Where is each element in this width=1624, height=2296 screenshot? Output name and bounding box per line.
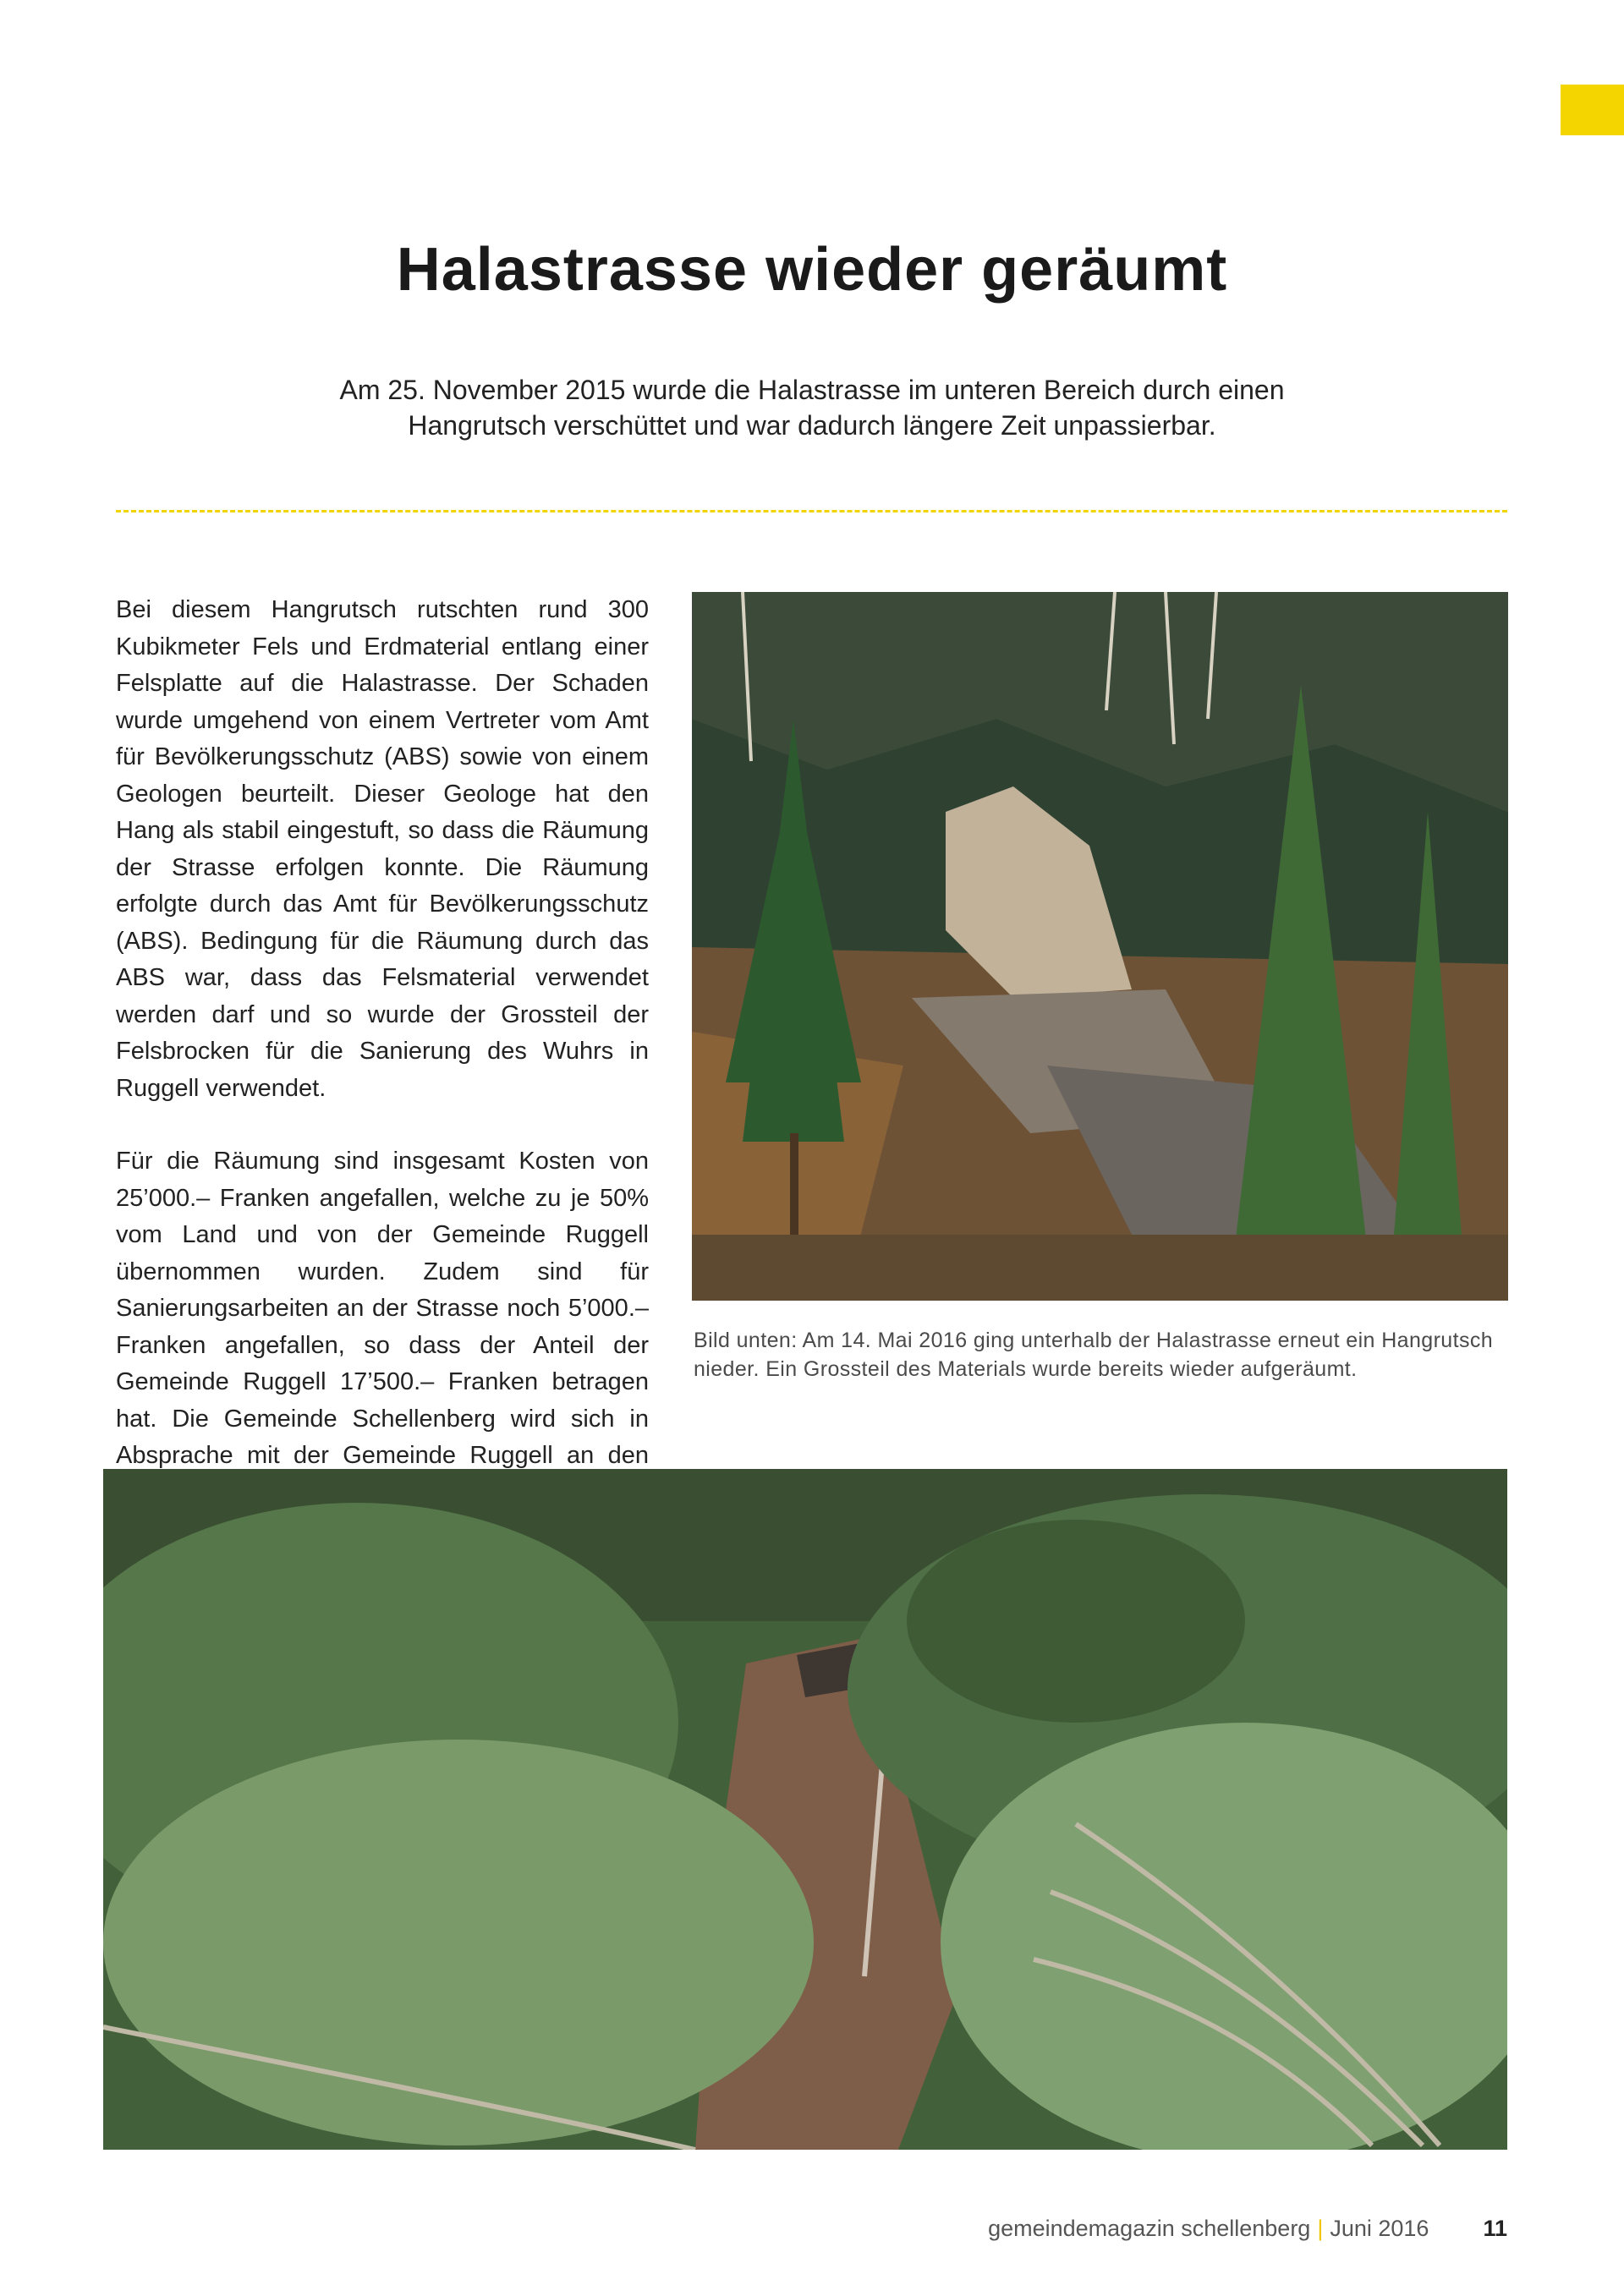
- lead-line-1: Am 25. November 2015 wurde die Halastrasse im unteren Bereich durch einen: [339, 375, 1285, 405]
- article-title: Halastrasse wieder geräumt: [396, 236, 1228, 304]
- article-body: [116, 592, 649, 1511]
- lead-line-2: Hangrutsch verschüttet und war dadurch längere Zeit unpassierbar.: [408, 410, 1216, 441]
- body-paragraph-1: Bei diesem Hangrutsch rutschten rund 300 Kubikmeter Fels und Erdmaterial entlang einer Felsplatte auf die Halastrasse. Der Schaden wurde umgehend von einem Vertreter vom Amt für Bevölkerungsschutz (ABS) sowie von einem Geologen beurteilt. Dieser Geologe hat den Hang als stabil eingestuft, so dass die Räumung der Strasse erfolgen konnte. Die Räumung erfolgte durch das Amt für Bevölkerungsschutz (ABS). Bedingung für die Räumung durch das ABS war, dass das Felsmaterial verwendet werden darf und so wurde der Grossteil der Felsbrocken für die Sanierung des Wuhrs in Ruggell verwendet.: [116, 596, 649, 1102]
- page-footer: [988, 2216, 1507, 2242]
- section-tab-marker: [1561, 85, 1624, 135]
- landslide-creek-illustration: [103, 1469, 1507, 2150]
- footer-issue: Juni 2016: [1330, 2216, 1429, 2241]
- dashed-divider: [116, 510, 1507, 512]
- article-lead: [220, 372, 1404, 443]
- landslide-forest-illustration: [692, 592, 1508, 1301]
- landslide-photo-2015: [692, 592, 1508, 1301]
- footer-separator: |: [1317, 2216, 1324, 2241]
- page-number: 11: [1483, 2216, 1507, 2241]
- landslide-photo-2016: [103, 1469, 1507, 2150]
- body-paragraph-2: Für die Räumung sind insgesamt Kosten von 25’000.– Franken angefallen, welche zu je 50% vom Land und von der Gemeinde Ruggell übernommen wurden. Zudem sind für Sanierungsarbeiten an der Strasse noch 5’000.– Franken angefallen, so dass der Anteil der Gemeinde Ruggell 17’500.– Franken betragen hat. Die Gemeinde Schellenberg wird sich in Absprache mit der Gemeinde Ruggell an den: [116, 1148, 649, 1469]
- footer-publication: gemeindemagazin schellenberg: [988, 2216, 1311, 2241]
- photo-caption: Bild unten: Am 14. Mai 2016 ging unterhalb der Halastrasse erneut ein Hangrutsch nieder. Ein Grossteil des Materials wurde bereits wieder aufgeräumt.: [694, 1329, 1494, 1381]
